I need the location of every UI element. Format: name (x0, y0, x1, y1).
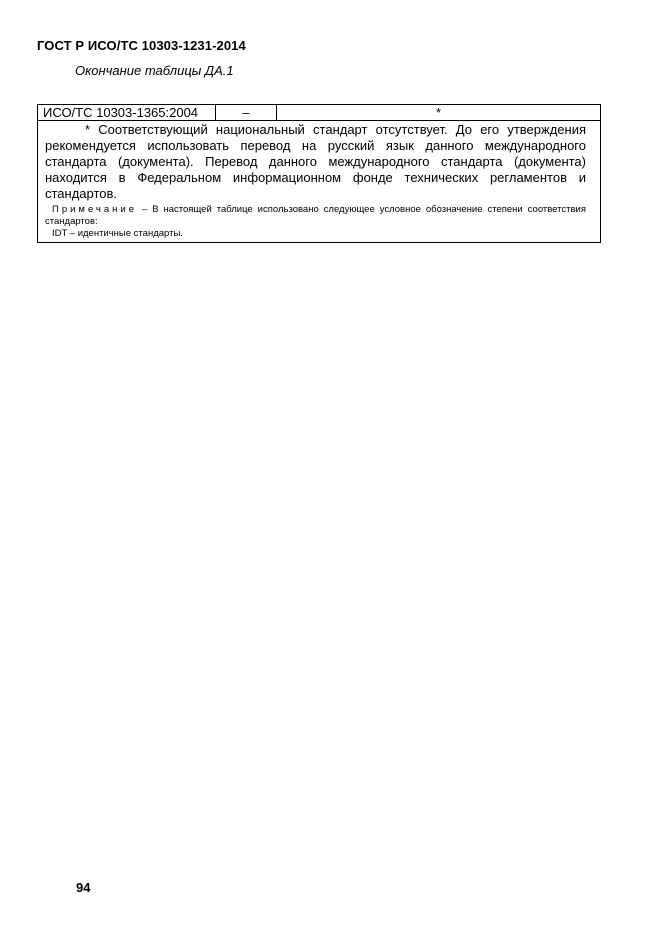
table-notes-row (38, 121, 601, 243)
table-row (38, 105, 601, 121)
note-label: Примечание (52, 204, 137, 215)
table-caption: Окончание таблицы ДА.1 (75, 63, 234, 78)
page-number: 94 (76, 880, 91, 895)
note-paragraph (45, 204, 586, 228)
notes-cell (38, 121, 601, 243)
document-header: ГОСТ Р ИСО/ТС 10303-1231-2014 (37, 38, 246, 53)
footnote-text: * Соответствующий национальный стандарт отсутствует. До его утверждения рекомендуется использовать перевод на русский язык данного международного стандарта (документа). Перевод данного международного стандарта (документа) находится в Федеральном информационном фонде технических регламентов и стандартов. (45, 122, 586, 201)
cell-degree: – (216, 105, 277, 121)
cell-standard: ИСО/ТС 10303-1365:2004 (38, 105, 216, 121)
legend-text: IDT – идентичные стандарты. (52, 228, 183, 239)
cell-national: * (277, 105, 601, 121)
note-text: – В настоящей таблице использовано следующее условное обозначение степени соответствия стандартов: (45, 204, 586, 227)
standards-table (37, 104, 601, 243)
